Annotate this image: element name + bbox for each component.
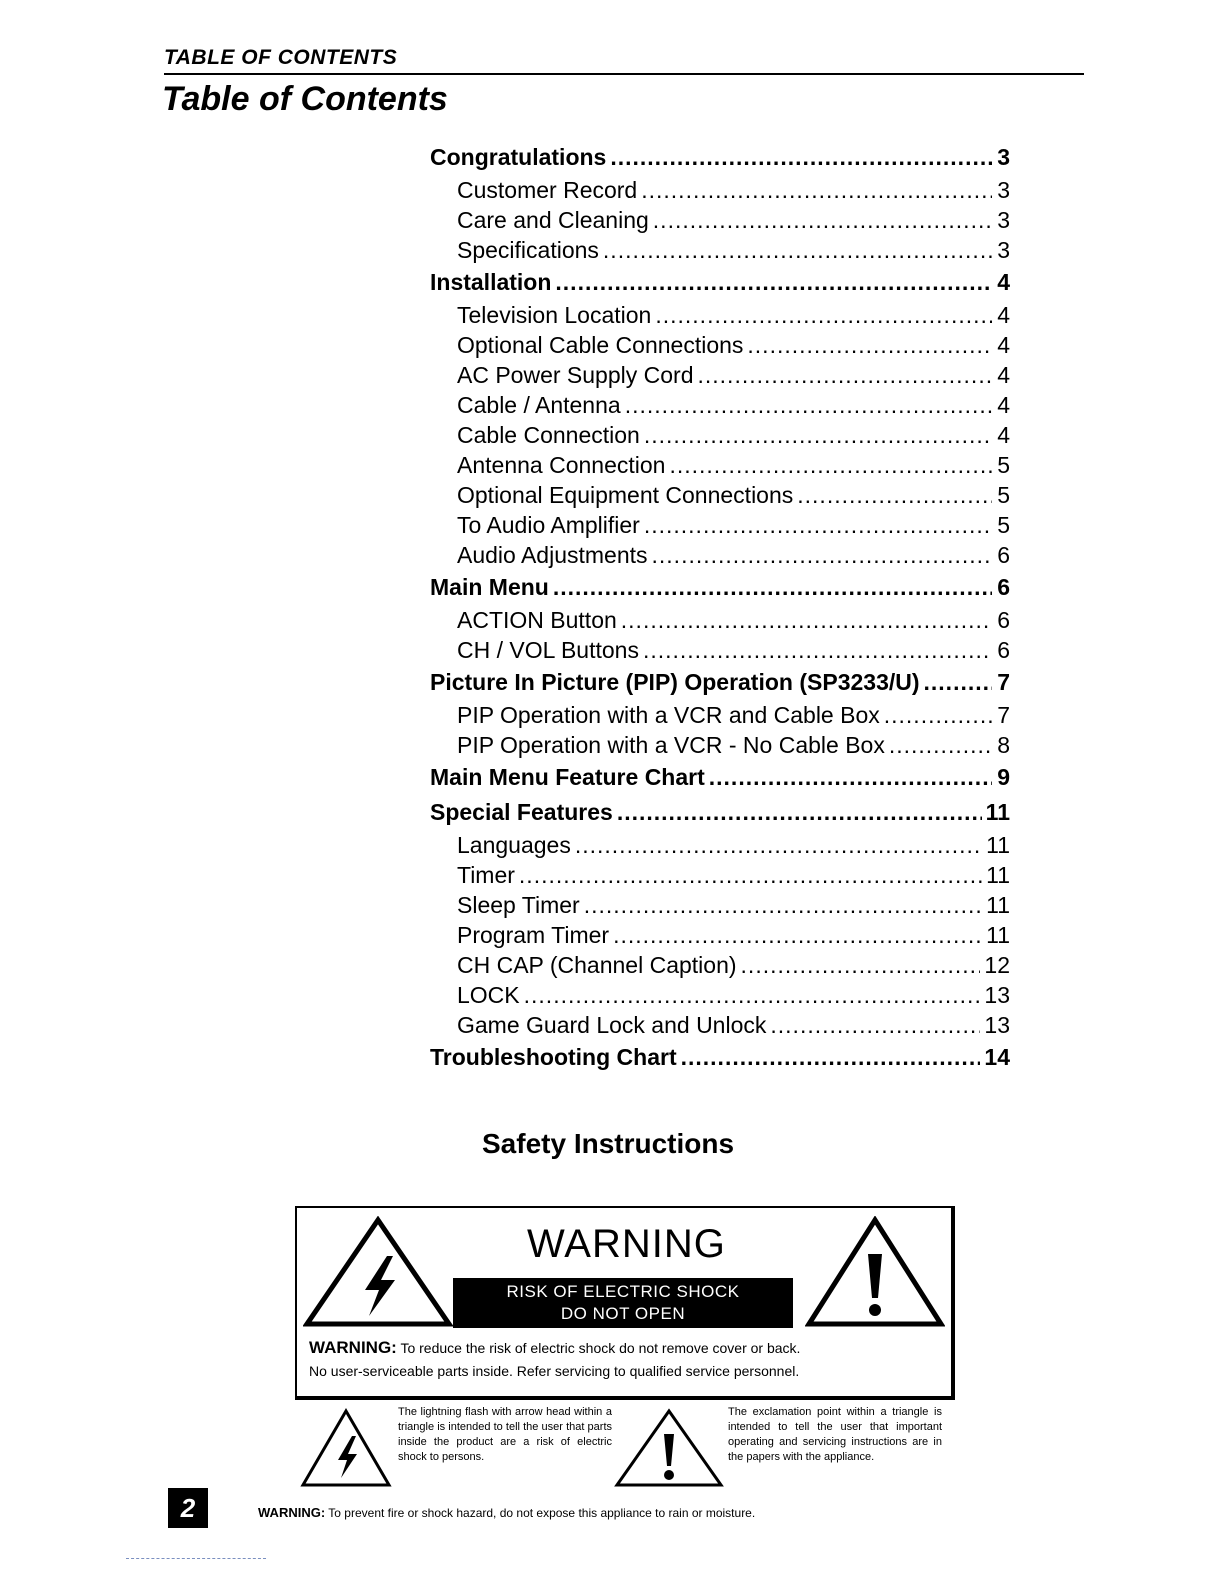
toc-leader: [575, 832, 982, 859]
toc-title: Optional Equipment Connections: [457, 482, 794, 508]
toc-title: Television Location: [457, 302, 652, 328]
risk-banner: [453, 1278, 793, 1328]
toc-section[interactable]: [430, 764, 1010, 797]
toc-title: CH CAP (Channel Caption): [457, 952, 737, 978]
toc-page-number: 3: [997, 144, 1010, 170]
warning-heading: WARNING: [527, 1222, 726, 1266]
footer-dashed-line: [126, 1558, 266, 1559]
toc-title: To Audio Amplifier: [457, 512, 640, 538]
toc-leader: [653, 207, 992, 234]
toc-leader: [524, 982, 981, 1009]
toc-page-number: 3: [997, 207, 1010, 233]
toc-leader: [641, 177, 992, 204]
warning-text-1: To reduce the risk of electric shock do not remove cover or back.: [400, 1340, 801, 1356]
toc-title: Optional Cable Connections: [457, 332, 744, 358]
toc-title: Customer Record: [457, 177, 638, 203]
toc-page-number: 4: [997, 332, 1010, 358]
risk-line-1: RISK OF ELECTRIC SHOCK: [506, 1282, 740, 1301]
header-label: TABLE OF CONTENTS: [164, 46, 398, 69]
toc-page-number: 4: [997, 392, 1010, 418]
toc-page-number: 13: [984, 982, 1010, 1008]
toc-title: PIP Operation with a VCR - No Cable Box: [457, 732, 885, 758]
toc-section[interactable]: [430, 269, 1010, 302]
header-rule: [164, 73, 1084, 75]
toc-leader: [669, 452, 992, 479]
toc-entry[interactable]: [430, 177, 1010, 207]
toc-entry[interactable]: [430, 237, 1010, 267]
toc-title: Care and Cleaning: [457, 207, 649, 233]
toc-entry[interactable]: [430, 607, 1010, 637]
toc-entry[interactable]: [430, 982, 1010, 1012]
toc-title: Installation: [430, 269, 552, 295]
toc-leader: [644, 422, 992, 449]
toc-leader: [797, 482, 992, 509]
toc-title: Game Guard Lock and Unlock: [457, 1012, 767, 1038]
toc-title: PIP Operation with a VCR and Cable Box: [457, 702, 880, 728]
exclamation-warning-icon: [805, 1216, 945, 1328]
toc-section[interactable]: [430, 1044, 1010, 1077]
toc-page-number: 4: [997, 422, 1010, 448]
toc-entry[interactable]: [430, 207, 1010, 237]
toc-entry[interactable]: [430, 952, 1010, 982]
toc-section[interactable]: [430, 669, 1010, 702]
toc-title: Sleep Timer: [457, 892, 580, 918]
toc-page-number: 6: [997, 542, 1010, 568]
toc-title: Picture In Picture (PIP) Operation (SP3233/U): [430, 669, 920, 695]
page-number: 2: [168, 1488, 208, 1528]
bottom-warning-text: To prevent fire or shock hazard, do not expose this appliance to rain or moisture.: [328, 1506, 756, 1520]
toc-page-number: 11: [985, 799, 1010, 825]
toc-page-number: 4: [997, 302, 1010, 328]
toc-page-number: 11: [986, 922, 1010, 948]
toc-section[interactable]: [430, 574, 1010, 607]
toc-leader: [741, 952, 981, 979]
lightning-explanation: The lightning flash with arrow head within a triangle is intended to tell the user that parts inside the product are a risk of electric shock to persons.: [398, 1406, 612, 1463]
toc-leader: [621, 607, 992, 634]
toc-leader: [519, 862, 982, 889]
toc-page-number: 4: [997, 269, 1010, 295]
toc-entry[interactable]: [430, 1012, 1010, 1042]
toc-title: Main Menu Feature Chart: [430, 764, 705, 790]
toc-section[interactable]: [430, 799, 1010, 832]
toc-entry[interactable]: [430, 452, 1010, 482]
toc-entry[interactable]: [430, 732, 1010, 762]
toc-entry[interactable]: [430, 302, 1010, 332]
toc-leader: [555, 269, 992, 296]
toc-page-number: 5: [997, 452, 1010, 478]
toc-page-number: 6: [997, 637, 1010, 663]
toc-page-number: 5: [997, 512, 1010, 538]
toc-page-number: 11: [986, 892, 1010, 918]
toc-leader: [617, 799, 982, 826]
toc-section[interactable]: [430, 144, 1010, 177]
warning-line-2: No user-serviceable parts inside. Refer servicing to qualified service personnel.: [309, 1363, 800, 1379]
warning-line-1: [309, 1338, 800, 1358]
toc-page-number: 14: [984, 1044, 1010, 1070]
toc-entry[interactable]: [430, 862, 1010, 892]
toc-title: Special Features: [430, 799, 613, 825]
toc-leader: [655, 302, 992, 329]
toc-title: AC Power Supply Cord: [457, 362, 694, 388]
lightning-warning-icon: [303, 1216, 453, 1328]
toc-entry[interactable]: [430, 422, 1010, 452]
toc-page-number: 3: [997, 177, 1010, 203]
toc-entry[interactable]: [430, 637, 1010, 667]
warning-box: [295, 1206, 955, 1400]
toc-entry[interactable]: [430, 922, 1010, 952]
toc-entry[interactable]: [430, 362, 1010, 392]
toc-leader: [698, 362, 993, 389]
toc-leader: [889, 732, 992, 759]
toc-leader: [644, 512, 992, 539]
toc-page-number: 3: [997, 237, 1010, 263]
risk-line-2: DO NOT OPEN: [560, 1304, 686, 1323]
toc-title: Troubleshooting Chart: [430, 1044, 677, 1070]
page-title: Table of Contents: [162, 80, 448, 118]
toc-leader: [770, 1012, 980, 1039]
toc-page-number: 8: [997, 732, 1010, 758]
toc-title: Languages: [457, 832, 571, 858]
lightning-small-icon: [300, 1408, 392, 1488]
toc-title: Specifications: [457, 237, 599, 263]
toc-entry[interactable]: [430, 392, 1010, 422]
toc-title: ACTION Button: [457, 607, 617, 633]
toc-leader: [884, 702, 992, 729]
toc-leader: [610, 144, 992, 171]
toc-title: Cable Connection: [457, 422, 640, 448]
toc-title: LOCK: [457, 982, 520, 1008]
toc-page-number: 6: [997, 607, 1010, 633]
bottom-warning-label: WARNING:: [258, 1505, 326, 1520]
warning-label: WARNING:: [309, 1338, 397, 1357]
toc-entry[interactable]: [430, 482, 1010, 512]
toc-list: [430, 142, 1010, 1077]
toc-leader: [652, 542, 992, 569]
toc-leader: [681, 1044, 981, 1071]
toc-page-number: 7: [997, 669, 1010, 695]
toc-leader: [613, 922, 982, 949]
toc-title: Cable / Antenna: [457, 392, 621, 418]
toc-page-number: 9: [997, 764, 1010, 790]
toc-leader: [709, 764, 992, 791]
toc-entry[interactable]: [430, 332, 1010, 362]
toc-leader: [625, 392, 992, 419]
toc-entry[interactable]: [430, 832, 1010, 862]
toc-page-number: 5: [997, 482, 1010, 508]
toc-title: Audio Adjustments: [457, 542, 648, 568]
toc-title: Program Timer: [457, 922, 610, 948]
toc-page-number: 11: [986, 862, 1010, 888]
toc-page-number: 7: [997, 702, 1010, 728]
toc-entry[interactable]: [430, 512, 1010, 542]
safety-title: Safety Instructions: [482, 1128, 735, 1159]
toc-title: Main Menu: [430, 574, 549, 600]
toc-leader: [553, 574, 992, 601]
toc-page-number: 4: [997, 362, 1010, 388]
toc-leader: [924, 669, 992, 696]
toc-entry[interactable]: [430, 542, 1010, 572]
toc-title: Antenna Connection: [457, 452, 666, 478]
exclamation-small-icon: [614, 1408, 724, 1488]
toc-title: Congratulations: [430, 144, 607, 170]
toc-entry[interactable]: [430, 702, 1010, 732]
toc-title: Timer: [457, 862, 515, 888]
toc-leader: [603, 237, 992, 264]
toc-page-number: 11: [986, 832, 1010, 858]
toc-leader: [584, 892, 982, 919]
toc-page-number: 13: [984, 1012, 1010, 1038]
toc-leader: [747, 332, 992, 359]
toc-entry[interactable]: [430, 892, 1010, 922]
toc-leader: [643, 637, 992, 664]
toc-page-number: 12: [984, 952, 1010, 978]
exclamation-explanation: The exclamation point within a triangle is intended to tell the user that important operating and servicing instructions are in the papers with the appliance.: [728, 1406, 942, 1463]
toc-page-number: 6: [997, 574, 1010, 600]
bottom-warning: [258, 1505, 755, 1520]
toc-title: CH / VOL Buttons: [457, 637, 639, 663]
